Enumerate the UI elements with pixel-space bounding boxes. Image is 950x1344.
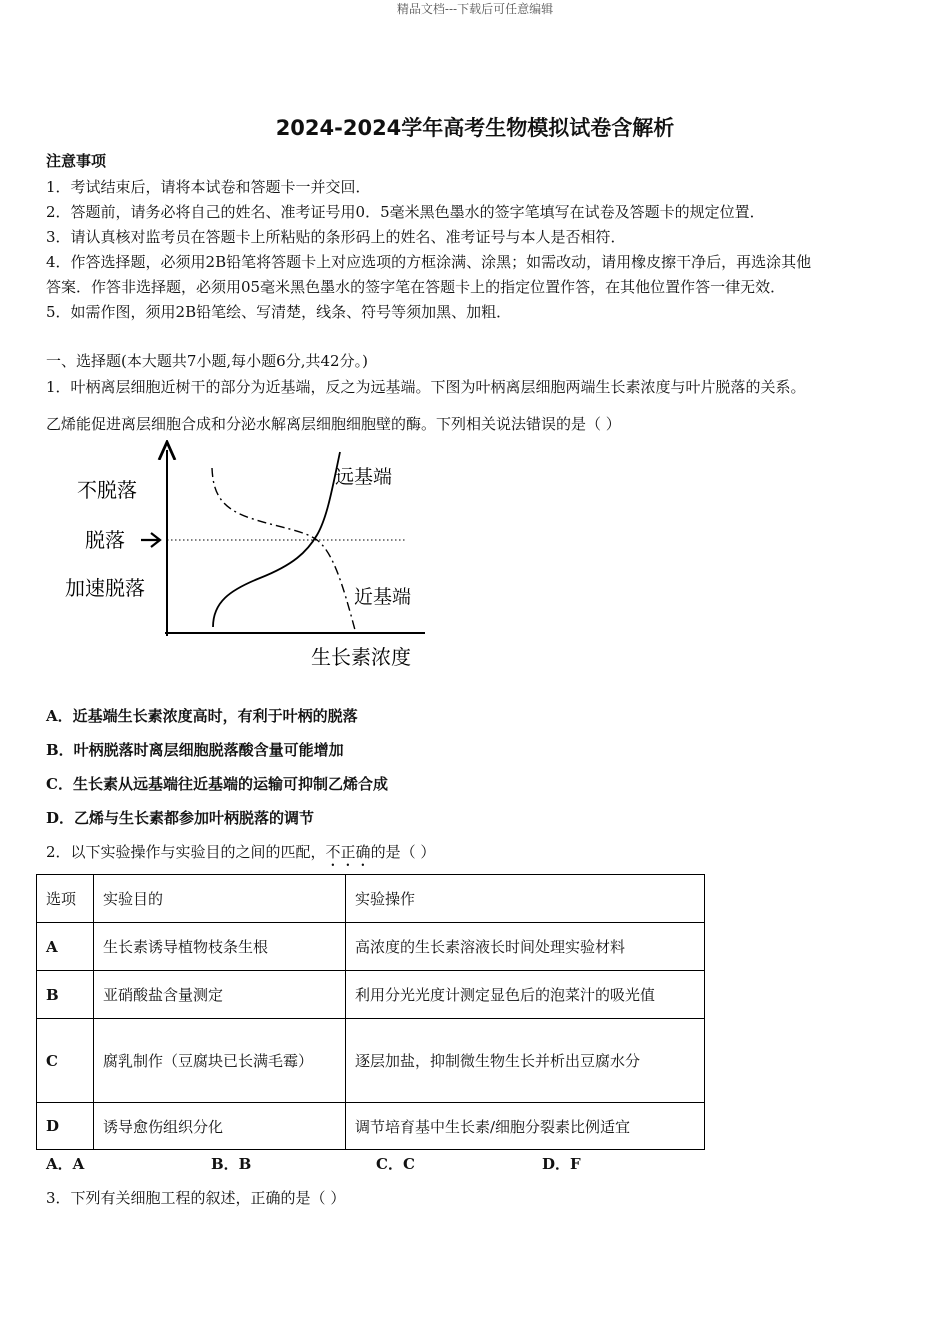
y-label-accelerated-drop: 加速脱落 xyxy=(65,576,145,600)
experiment-table xyxy=(36,874,705,1150)
label-far-end: 远基端 xyxy=(335,466,393,488)
option-a: A．近基端生长素浓度高时，有利于叶柄的脱落 xyxy=(46,707,358,725)
notice-item: 答案．作答非选择题，必须用05毫米黑色墨水的签字笔在答题卡上的指定位置作答，在其他位置作答一律无效． xyxy=(46,278,786,296)
abscission-figure xyxy=(55,440,445,680)
table-header-cell: 实验操作 xyxy=(346,875,705,923)
table-cell: 逐层加盐，抑制微生物生长并析出豆腐水分 xyxy=(346,1019,705,1103)
answer-c: C．C xyxy=(376,1155,415,1173)
table-cell: 高浓度的生长素溶液长时间处理实验材料 xyxy=(346,923,705,971)
option-b: B．叶柄脱落时离层细胞脱落酸含量可能增加 xyxy=(46,741,344,759)
table-header-cell: 选项 xyxy=(37,875,94,923)
x-axis-label: 生长素浓度 xyxy=(311,645,411,669)
notice-heading: 注意事项 xyxy=(46,152,107,170)
table-row xyxy=(37,1019,705,1103)
answer-a: A．A xyxy=(46,1155,85,1173)
question-3-stem: 3．下列有关细胞工程的叙述，正确的是（ ） xyxy=(46,1189,346,1207)
question-2-stem xyxy=(46,841,435,870)
notice-item: 1．考试结束后，请将本试卷和答题卡一并交回． xyxy=(46,178,371,196)
table-cell: D xyxy=(37,1103,94,1150)
question-1-stem-cont: 乙烯能促进离层细胞合成和分泌水解离层细胞细胞壁的酶。下列相关说法错误的是（ ） xyxy=(46,415,621,433)
q2-stem-after: 的是（ ） xyxy=(370,843,436,861)
section-heading: 一、选择题(本大题共7小题,每小题6分,共42分。) xyxy=(46,352,368,370)
question-1-stem: 1．叶柄离层细胞近树干的部分为近基端，反之为远基端。下图为叶柄离层细胞两端生长素浓度与叶片脱落的关系。 xyxy=(46,378,806,396)
q2-stem-before: 2．以下实验操作与实验目的之间的匹配， xyxy=(46,843,326,861)
table-header-row xyxy=(37,875,705,923)
option-c: C．生长素从远基端往近基端的运输可抑制乙烯合成 xyxy=(46,775,388,793)
table-cell: A xyxy=(37,923,94,971)
table-cell: 利用分光光度计测定显色后的泡菜汁的吸光值 xyxy=(346,971,705,1019)
answer-d: D．F xyxy=(542,1155,581,1173)
table-cell: 生长素诱导植物枝条生根 xyxy=(94,923,346,971)
label-near-end: 近基端 xyxy=(354,586,412,608)
notice-item: 4．作答选择题，必须用2B铅笔将答题卡上对应选项的方框涂满、涂黑；如需改动，请用橡皮擦干净后，再选涂其他 xyxy=(46,253,812,271)
table-row xyxy=(37,971,705,1019)
y-label-not-drop: 不脱落 xyxy=(77,478,137,502)
table-row xyxy=(37,923,705,971)
table-header-cell: 实验目的 xyxy=(94,875,346,923)
table-cell: B xyxy=(37,971,94,1019)
notice-item: 2．答题前，请务必将自己的姓名、准考证号用0．5毫米黑色墨水的签字笔填写在试卷及答题卡的规定位置． xyxy=(46,203,765,221)
header-note: 精品文档---下载后可任意编辑 xyxy=(396,2,554,16)
near-end-curve xyxy=(212,468,355,630)
notice-item: 3．请认真核对监考员在答题卡上所粘贴的条形码上的姓名、准考证号与本人是否相符． xyxy=(46,228,626,246)
option-d: D．乙烯与生长素都参加叶柄脱落的调节 xyxy=(46,809,315,827)
notice-item: 5．如需作图，须用2B铅笔绘、写清楚，线条、符号等须加黑、加粗． xyxy=(46,303,512,321)
table-row xyxy=(37,1103,705,1150)
y-label-drop: 脱落 xyxy=(85,528,125,552)
q2-stem-emphasis: 不正确 xyxy=(325,843,371,861)
table-cell: 诱导愈伤组织分化 xyxy=(94,1103,346,1150)
table-cell: 调节培育基中生长素/细胞分裂素比例适宜 xyxy=(346,1103,705,1150)
arrow-icon xyxy=(141,533,160,547)
table-cell: 腐乳制作（豆腐块已长满毛霉） xyxy=(94,1019,346,1103)
page-title: 2024-2024学年高考生物模拟试卷含解析 xyxy=(275,116,675,140)
answer-b: B．B xyxy=(211,1155,252,1173)
table-cell: 亚硝酸盐含量测定 xyxy=(94,971,346,1019)
table-cell: C xyxy=(37,1019,94,1103)
